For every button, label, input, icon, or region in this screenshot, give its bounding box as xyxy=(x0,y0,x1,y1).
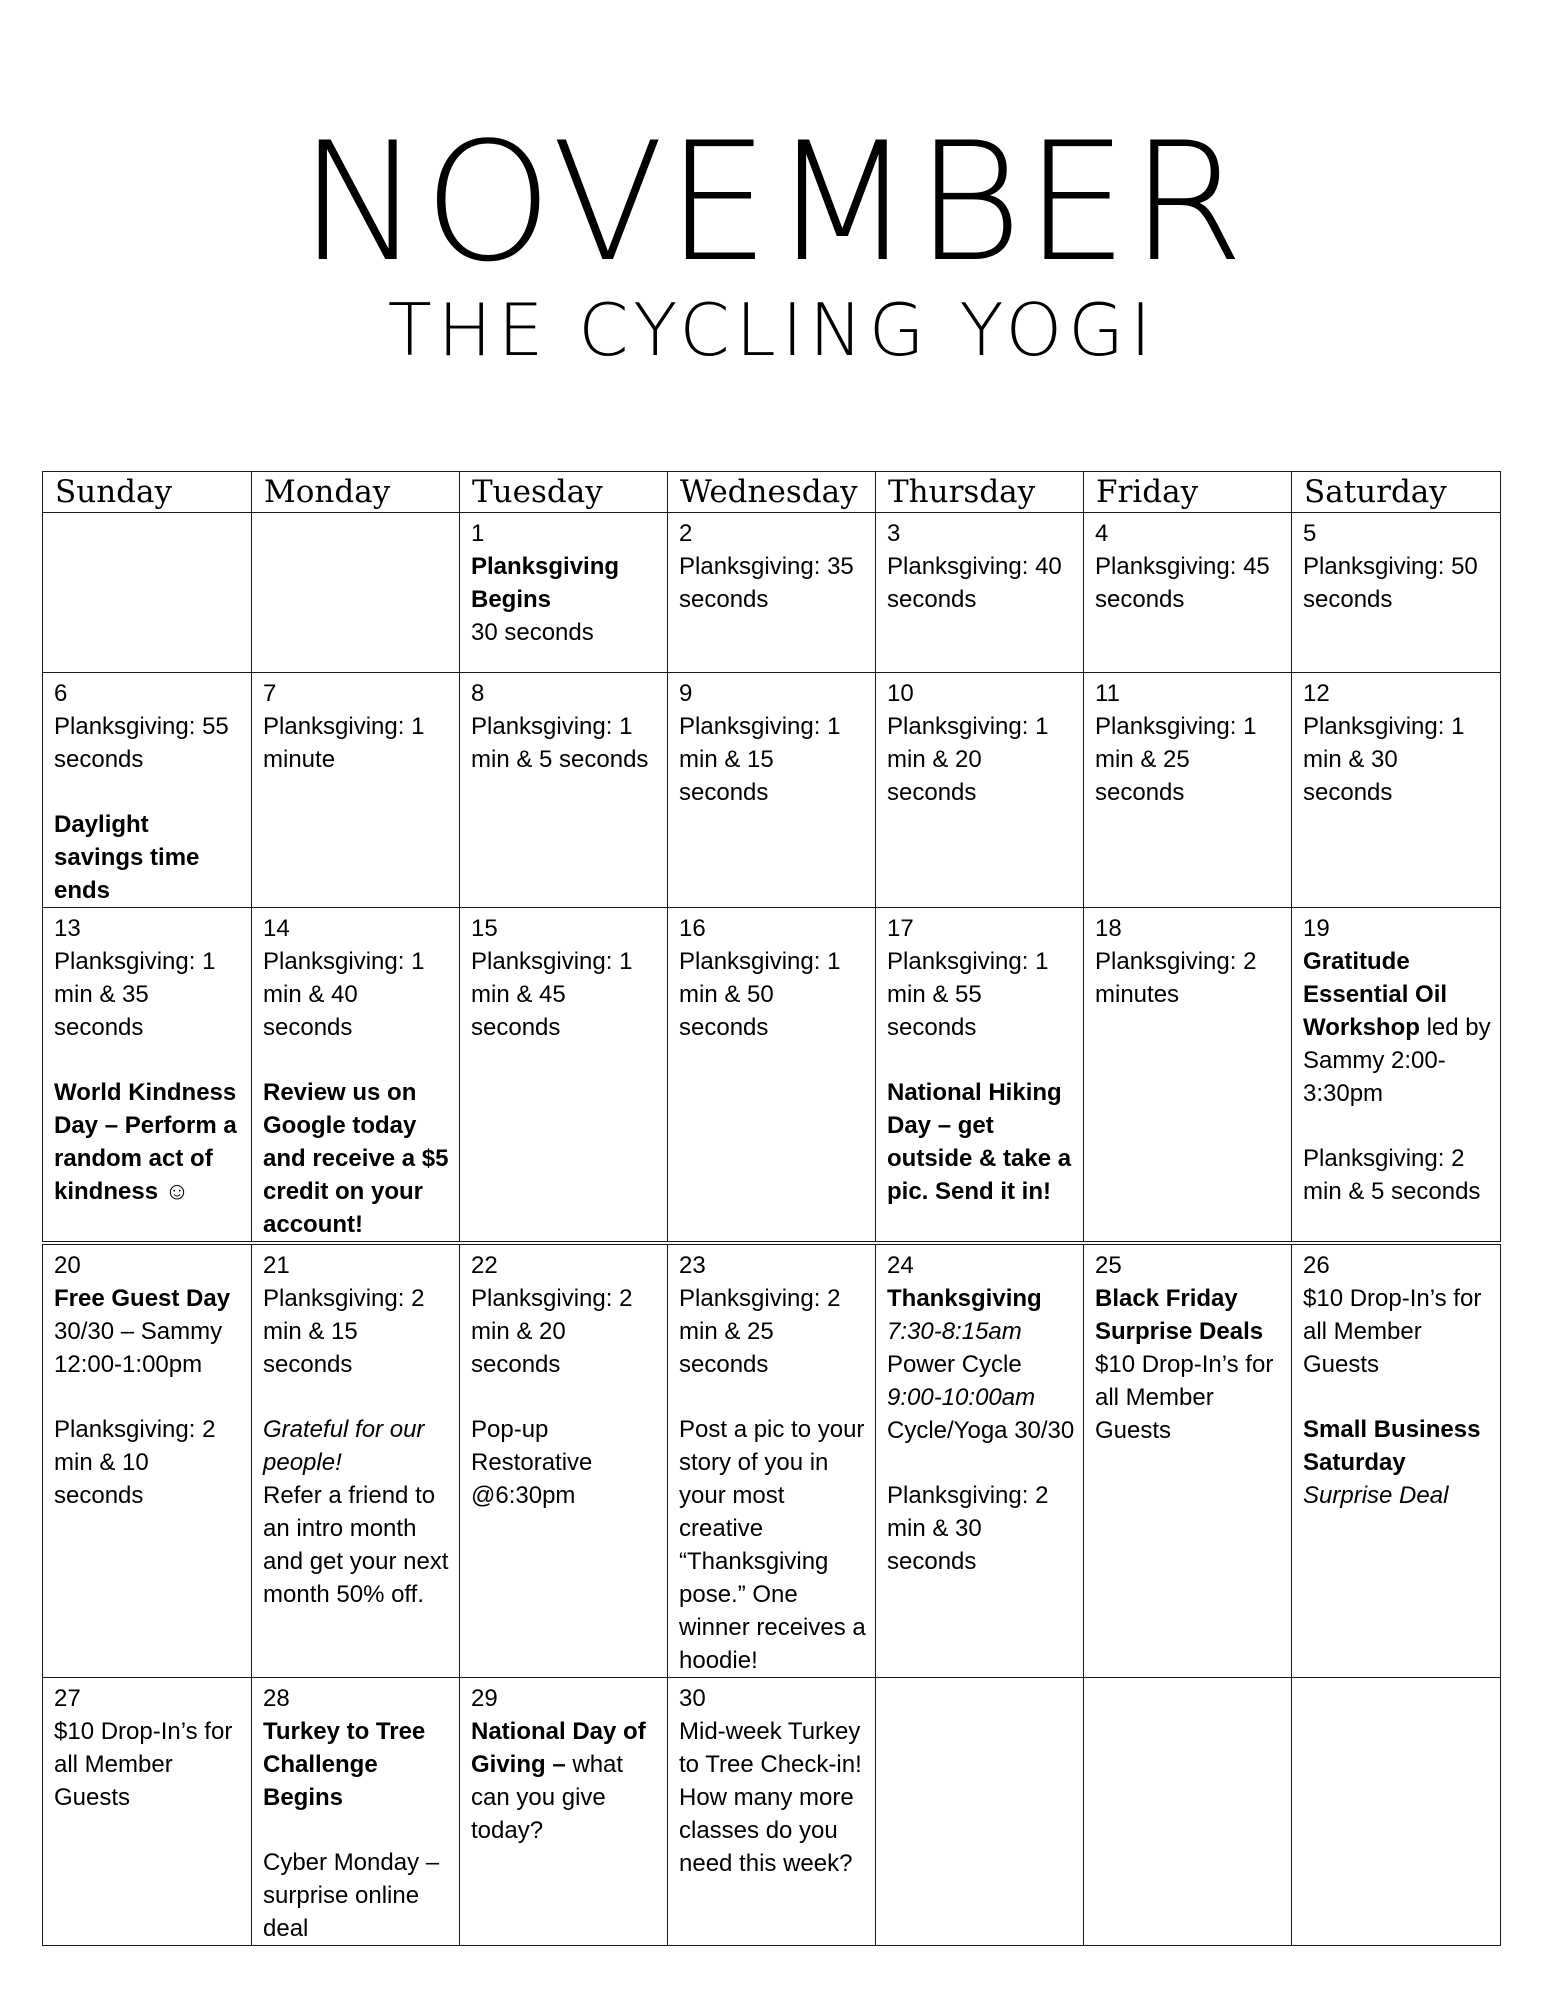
day-number: 20 xyxy=(54,1252,81,1279)
day-number: 19 xyxy=(1303,915,1330,942)
day-text: $10 Drop-In’s for all Member Guests xyxy=(54,1718,233,1811)
day-number: 17 xyxy=(887,915,914,942)
day-text: Planksgiving: 1 min & 40 seconds xyxy=(263,948,425,1041)
weekday-header: Monday xyxy=(252,472,460,513)
day-text: Planksgiving: 1 min & 25 seconds xyxy=(1095,713,1257,806)
day-event-italic: Surprise Deal xyxy=(1303,1482,1449,1509)
day-cell xyxy=(43,1678,252,1946)
day-number: 4 xyxy=(1095,520,1109,547)
empty-day-cell xyxy=(1084,1678,1292,1946)
day-number: 29 xyxy=(471,1685,498,1712)
day-text: Cyber Monday – surprise online deal xyxy=(263,1849,440,1942)
day-text: what can you give today? xyxy=(471,1751,624,1844)
day-text: Planksgiving: 2 minutes xyxy=(1095,948,1257,1008)
day-cell xyxy=(460,908,668,1244)
day-event-title: Turkey to Tree Challenge Begins xyxy=(263,1718,426,1811)
day-number: 1 xyxy=(471,520,485,547)
day-cell xyxy=(668,908,876,1244)
day-cell xyxy=(668,1243,876,1678)
day-text: led by Sammy 2:00-3:30pm xyxy=(1303,1014,1491,1107)
day-text: Planksgiving: 2 min & 15 seconds xyxy=(263,1285,425,1378)
day-number: 18 xyxy=(1095,915,1122,942)
day-cell xyxy=(43,908,252,1244)
day-number: 15 xyxy=(471,915,498,942)
day-number: 11 xyxy=(1095,680,1120,707)
day-number: 8 xyxy=(471,680,485,707)
day-text: Planksgiving: 45 seconds xyxy=(1095,553,1270,613)
class-time: 7:30-8:15am xyxy=(887,1318,1022,1345)
day-text: 30 seconds xyxy=(471,619,594,646)
day-number: 22 xyxy=(471,1252,498,1279)
calendar-week xyxy=(43,1678,1501,1946)
day-number: 30 xyxy=(679,1685,706,1712)
day-text: Planksgiving: 1 min & 5 seconds xyxy=(471,713,649,773)
empty-day-cell xyxy=(252,513,460,673)
day-text: Post a pic to your story of you in your most creative “Thanksgiving pose.” One winner receives a hoodie! xyxy=(679,1416,866,1674)
weekday-header: Tuesday xyxy=(460,472,668,513)
weekday-header-row xyxy=(43,472,1501,513)
day-text: Planksgiving: 1 min & 55 seconds xyxy=(887,948,1049,1041)
day-number: 26 xyxy=(1303,1252,1330,1279)
day-text: $10 Drop-In’s for all Member Guests xyxy=(1303,1285,1482,1378)
day-number: 10 xyxy=(887,680,914,707)
page-title: NOVEMBER xyxy=(298,107,1247,298)
day-event-title: Gratitude Essential Oil Workshop xyxy=(1303,948,1448,1041)
day-event-title: National Day of Giving – xyxy=(471,1718,646,1778)
day-text: 30/30 – Sammy 12:00-1:00pm xyxy=(54,1318,223,1378)
weekday-header: Saturday xyxy=(1292,472,1501,513)
day-number: 23 xyxy=(679,1252,706,1279)
day-cell xyxy=(252,673,460,908)
day-cell xyxy=(252,908,460,1244)
day-text: $10 Drop-In’s for all Member Guests xyxy=(1095,1351,1274,1444)
day-text: Planksgiving: 55 seconds xyxy=(54,713,229,773)
day-text: Planksgiving: 1 minute xyxy=(263,713,425,773)
class-name: Power Cycle xyxy=(887,1351,1022,1378)
day-number: 28 xyxy=(263,1685,290,1712)
day-cell xyxy=(1084,908,1292,1244)
day-cell xyxy=(460,513,668,673)
weekday-header: Sunday xyxy=(43,472,252,513)
day-number: 5 xyxy=(1303,520,1317,547)
day-cell xyxy=(1292,673,1501,908)
day-number: 7 xyxy=(263,680,277,707)
day-event-note: Review us on Google today and receive a $5 credit on your account! xyxy=(263,1079,449,1238)
day-text: Pop-up Restorative @6:30pm xyxy=(471,1416,593,1509)
day-text: Planksgiving: 1 min & 50 seconds xyxy=(679,948,841,1041)
day-text: Planksgiving: 2 min & 30 seconds xyxy=(887,1482,1049,1575)
day-cell xyxy=(252,1678,460,1946)
day-cell xyxy=(1292,513,1501,673)
day-cell xyxy=(460,1243,668,1678)
day-event-title: Planksgiving Begins xyxy=(471,553,620,613)
day-text: Planksgiving: 2 min & 10 seconds xyxy=(54,1416,216,1509)
day-cell xyxy=(1084,1243,1292,1678)
day-cell xyxy=(1292,1243,1501,1678)
day-cell xyxy=(876,513,1084,673)
day-text: Planksgiving: 1 min & 20 seconds xyxy=(887,713,1049,806)
day-event-title: Free Guest Day xyxy=(54,1285,231,1312)
day-cell xyxy=(876,673,1084,908)
day-number: 2 xyxy=(679,520,693,547)
empty-day-cell xyxy=(876,1678,1084,1946)
day-text: Planksgiving: 2 min & 20 seconds xyxy=(471,1285,633,1378)
day-number: 21 xyxy=(263,1252,290,1279)
day-text: Refer a friend to an intro month and get your next month 50% off. xyxy=(263,1482,449,1608)
day-cell xyxy=(43,673,252,908)
day-cell xyxy=(43,1243,252,1678)
day-number: 3 xyxy=(887,520,901,547)
day-text: Mid-week Turkey to Tree Check-in! How many more classes do you need this week? xyxy=(679,1718,862,1877)
day-cell xyxy=(460,1678,668,1946)
day-text: Planksgiving: 35 seconds xyxy=(679,553,854,613)
day-event-title: Thanksgiving xyxy=(887,1285,1042,1312)
day-number: 9 xyxy=(679,680,693,707)
calendar-week xyxy=(43,908,1501,1244)
day-text: Planksgiving: 1 min & 30 seconds xyxy=(1303,713,1465,806)
day-cell xyxy=(1084,513,1292,673)
weekday-header: Friday xyxy=(1084,472,1292,513)
day-text: Planksgiving: 2 min & 25 seconds xyxy=(679,1285,841,1378)
day-text: Planksgiving: 50 seconds xyxy=(1303,553,1478,613)
day-event-note: National Hiking Day – get outside & take a pic. Send it in! xyxy=(887,1079,1072,1205)
day-number: 27 xyxy=(54,1685,81,1712)
day-number: 13 xyxy=(54,915,81,942)
weekday-header: Wednesday xyxy=(668,472,876,513)
day-text: Planksgiving: 2 min & 5 seconds xyxy=(1303,1145,1481,1205)
day-event-note: World Kindness Day – Perform a random act of kindness ☺ xyxy=(54,1079,237,1205)
day-cell xyxy=(668,513,876,673)
day-cell xyxy=(460,673,668,908)
day-number: 16 xyxy=(679,915,706,942)
day-number: 24 xyxy=(887,1252,914,1279)
day-text: Planksgiving: 1 min & 15 seconds xyxy=(679,713,841,806)
day-number: 14 xyxy=(263,915,290,942)
day-event-note: Daylight savings time ends xyxy=(54,811,200,904)
page-subtitle: THE CYCLING YOGI xyxy=(387,288,1158,372)
empty-day-cell xyxy=(43,513,252,673)
day-event-title: Black Friday Surprise Deals xyxy=(1095,1285,1264,1345)
day-cell xyxy=(1084,673,1292,908)
day-cell xyxy=(252,1243,460,1678)
day-text: Planksgiving: 40 seconds xyxy=(887,553,1062,613)
day-event-title: Small Business Saturday xyxy=(1303,1416,1481,1476)
day-number: 6 xyxy=(54,680,68,707)
day-event-italic: Grateful for our people! xyxy=(263,1416,425,1476)
calendar-week xyxy=(43,1243,1501,1678)
calendar-grid xyxy=(42,471,1501,1946)
day-number: 25 xyxy=(1095,1252,1122,1279)
day-number: 12 xyxy=(1303,680,1330,707)
day-cell xyxy=(1292,908,1501,1244)
day-cell xyxy=(668,673,876,908)
day-text: Planksgiving: 1 min & 35 seconds xyxy=(54,948,216,1041)
class-name: Cycle/Yoga 30/30 xyxy=(887,1417,1075,1444)
day-cell xyxy=(668,1678,876,1946)
calendar-week xyxy=(43,513,1501,673)
day-cell xyxy=(876,908,1084,1244)
empty-day-cell xyxy=(1292,1678,1501,1946)
day-cell xyxy=(876,1243,1084,1678)
calendar-week xyxy=(43,673,1501,908)
day-text: Planksgiving: 1 min & 45 seconds xyxy=(471,948,633,1041)
weekday-header: Thursday xyxy=(876,472,1084,513)
class-time: 9:00-10:00am xyxy=(887,1384,1036,1411)
